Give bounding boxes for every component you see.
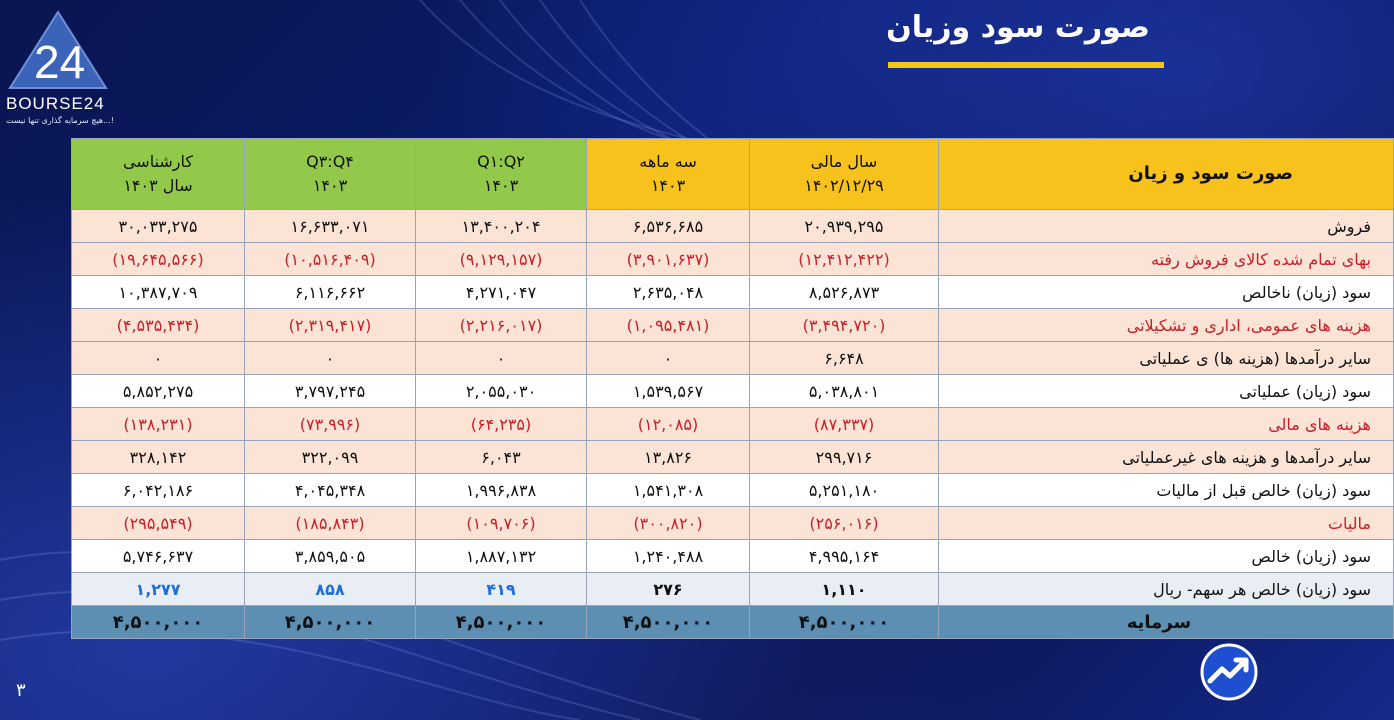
trend-chart-icon [1200, 643, 1258, 701]
cell: (۲,۲۱۶,۰۱۷) [416, 309, 587, 342]
table-row [72, 507, 1394, 540]
bourse24-logo [6, 8, 118, 128]
cell: ۶,۰۴۳ [416, 441, 587, 474]
cell: (۴,۵۳۵,۴۳۴) [72, 309, 245, 342]
row-label: سود (زیان) عملیاتی [939, 375, 1394, 408]
table-row [72, 408, 1394, 441]
row-label: فروش [939, 210, 1394, 243]
cell: ۶,۰۴۲,۱۸۶ [72, 474, 245, 507]
table-row [72, 342, 1394, 375]
title-underline [888, 62, 1164, 68]
table-row [72, 540, 1394, 573]
cell: ۱,۲۷۷ [72, 573, 245, 606]
cell: ۱,۱۱۰ [750, 573, 939, 606]
cell: ۱,۹۹۶,۸۳۸ [416, 474, 587, 507]
logo-tagline: هیچ سرمایه گذاری تنها نیست...! [6, 116, 114, 125]
cell: (۱۰۹,۷۰۶) [416, 507, 587, 540]
cell: ۴,۰۴۵,۳۴۸ [245, 474, 416, 507]
header-expert: کارشناسی سال ۱۴۰۳ [72, 139, 245, 210]
cell: ۵,۰۳۸,۸۰۱ [750, 375, 939, 408]
cell: (۹,۱۲۹,۱۵۷) [416, 243, 587, 276]
cell: ۶,۶۴۸ [750, 342, 939, 375]
cell: (۲,۳۱۹,۴۱۷) [245, 309, 416, 342]
table-row [72, 441, 1394, 474]
svg-text:24: 24 [34, 36, 86, 88]
cell: (۸۷,۳۳۷) [750, 408, 939, 441]
page-number: ۳ [16, 680, 26, 701]
cell: (۱۹,۶۴۵,۵۶۶) [72, 243, 245, 276]
income-statement-table [71, 138, 1394, 639]
cell: ۴,۵۰۰,۰۰۰ [72, 606, 245, 639]
cell: (۲۹۵,۵۴۹) [72, 507, 245, 540]
page-title: صورت سود وزیان [886, 10, 1150, 45]
table-row [72, 309, 1394, 342]
cell: ۳۰,۰۳۳,۲۷۵ [72, 210, 245, 243]
header-q3q4: Q۳:Q۴ ۱۴۰۳ [245, 139, 416, 210]
cell: ۴,۲۷۱,۰۴۷ [416, 276, 587, 309]
row-label: بهای تمام شده کالای فروش رفته [939, 243, 1394, 276]
cell: ۵,۷۴۶,۶۳۷ [72, 540, 245, 573]
cell: (۱۸۵,۸۴۳) [245, 507, 416, 540]
cell: ۴,۵۰۰,۰۰۰ [587, 606, 750, 639]
row-label: سود (زیان) خالص [939, 540, 1394, 573]
table-row [72, 375, 1394, 408]
cell: ۴,۵۰۰,۰۰۰ [750, 606, 939, 639]
table-row [72, 243, 1394, 276]
cell: ۱۰,۳۸۷,۷۰۹ [72, 276, 245, 309]
header-three-months: سه ماهه ۱۴۰۳ [587, 139, 750, 210]
cell: (۳,۹۰۱,۶۳۷) [587, 243, 750, 276]
cell: (۷۳,۹۹۶) [245, 408, 416, 441]
row-label: هزینه های عمومی، اداری و تشکیلاتی [939, 309, 1394, 342]
cell: ۶,۱۱۶,۶۶۲ [245, 276, 416, 309]
row-label: سود (زیان) ناخالص [939, 276, 1394, 309]
cell: ۱۳,۴۰۰,۲۰۴ [416, 210, 587, 243]
cell: ۳۲۲,۰۹۹ [245, 441, 416, 474]
cell: ۱۶,۶۳۳,۰۷۱ [245, 210, 416, 243]
table-row [72, 474, 1394, 507]
logo-brand-text: BOURSE24 [6, 94, 105, 113]
cell: ۱,۵۳۹,۵۶۷ [587, 375, 750, 408]
cell: ۲۷۶ [587, 573, 750, 606]
cell: ۱,۵۴۱,۳۰۸ [587, 474, 750, 507]
logo-triangle-icon [6, 8, 110, 92]
row-label: سود (زیان) خالص قبل از مالیات [939, 474, 1394, 507]
cell: ۳۲۸,۱۴۲ [72, 441, 245, 474]
cell: ۱۳,۸۲۶ [587, 441, 750, 474]
table-row [72, 210, 1394, 243]
row-label: هزینه های مالی [939, 408, 1394, 441]
cell: (۱۲,۰۸۵) [587, 408, 750, 441]
header-fiscal-year: سال مالی ۱۴۰۲/۱۲/۲۹ [750, 139, 939, 210]
row-label: مالیات [939, 507, 1394, 540]
cell: ۳,۷۹۷,۲۴۵ [245, 375, 416, 408]
cell: ۲,۰۵۵,۰۳۰ [416, 375, 587, 408]
cell: ۸,۵۲۶,۸۷۳ [750, 276, 939, 309]
cell: ۵,۲۵۱,۱۸۰ [750, 474, 939, 507]
cell: ۴,۹۹۵,۱۶۴ [750, 540, 939, 573]
table-row [72, 276, 1394, 309]
cell: ۳,۸۵۹,۵۰۵ [245, 540, 416, 573]
cell: ۰ [587, 342, 750, 375]
row-label: سایر درآمدها (هزینه ها) ی عملیاتی [939, 342, 1394, 375]
cell: (۱۲,۴۱۲,۴۲۲) [750, 243, 939, 276]
cell: ۱,۸۸۷,۱۳۲ [416, 540, 587, 573]
cell: (۱۳۸,۲۳۱) [72, 408, 245, 441]
cell: ۱,۲۴۰,۴۸۸ [587, 540, 750, 573]
cell: ۲۰,۹۳۹,۲۹۵ [750, 210, 939, 243]
cell: ۴,۵۰۰,۰۰۰ [416, 606, 587, 639]
cell: (۳,۴۹۴,۷۲۰) [750, 309, 939, 342]
header-statement: صورت سود و زیان [939, 139, 1394, 210]
cell: ۰ [72, 342, 245, 375]
cell: ۴,۵۰۰,۰۰۰ [245, 606, 416, 639]
cell: (۳۰۰,۸۲۰) [587, 507, 750, 540]
row-label: سایر درآمدها و هزینه های غیرعملیاتی [939, 441, 1394, 474]
cell: (۲۵۶,۰۱۶) [750, 507, 939, 540]
table-header-row [72, 139, 1394, 210]
cell: (۶۴,۲۳۵) [416, 408, 587, 441]
header-q1q2: Q۱:Q۲ ۱۴۰۳ [416, 139, 587, 210]
cell: ۰ [416, 342, 587, 375]
cell: (۱۰,۵۱۶,۴۰۹) [245, 243, 416, 276]
cell: (۱,۰۹۵,۴۸۱) [587, 309, 750, 342]
table-row [72, 573, 1394, 606]
cell: ۲,۶۳۵,۰۴۸ [587, 276, 750, 309]
table-row [72, 606, 1394, 639]
cell: ۸۵۸ [245, 573, 416, 606]
row-label: سود (زیان) خالص هر سهم- ریال [939, 573, 1394, 606]
cell: ۰ [245, 342, 416, 375]
row-label: سرمایه [939, 606, 1394, 639]
cell: ۴۱۹ [416, 573, 587, 606]
cell: ۲۹۹,۷۱۶ [750, 441, 939, 474]
cell: ۶,۵۳۶,۶۸۵ [587, 210, 750, 243]
cell: ۵,۸۵۲,۲۷۵ [72, 375, 245, 408]
